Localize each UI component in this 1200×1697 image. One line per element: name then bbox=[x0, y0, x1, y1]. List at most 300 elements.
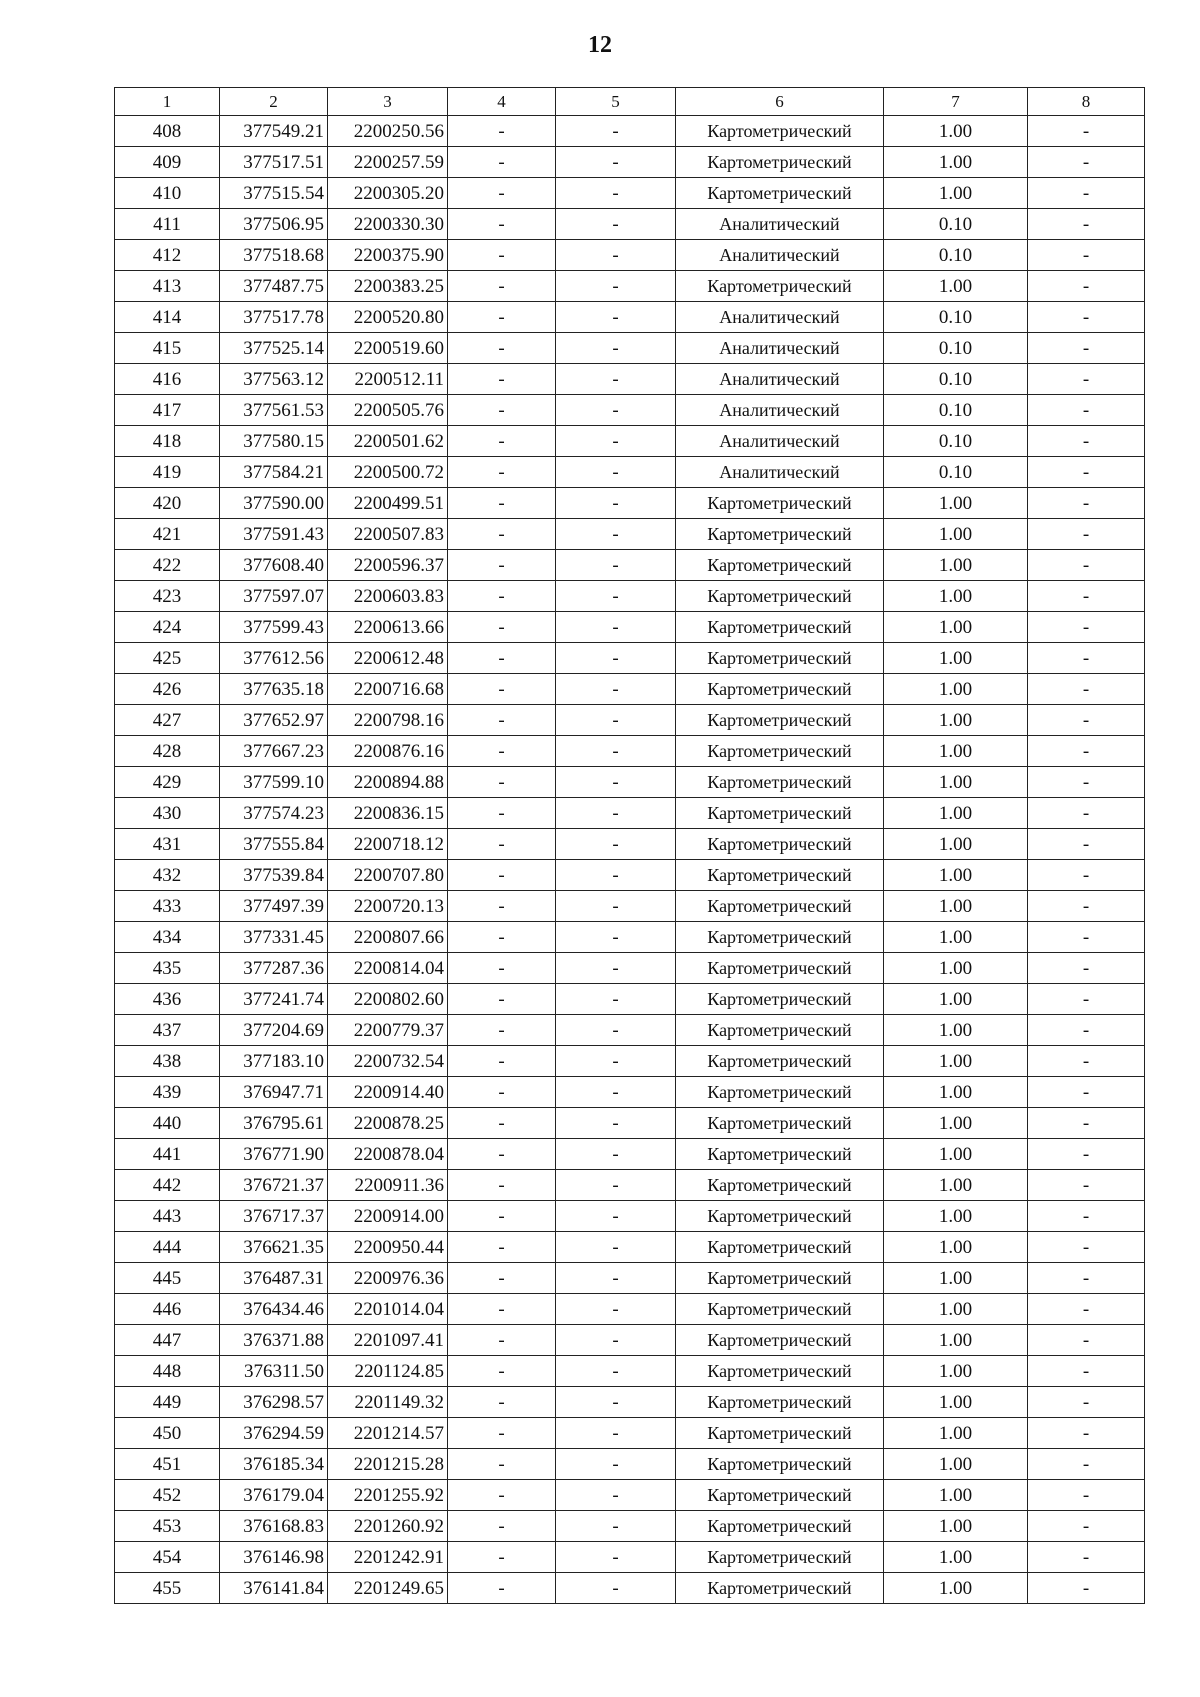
precision-cell: 1.00 bbox=[884, 1356, 1028, 1387]
col-8-cell: - bbox=[1028, 240, 1145, 271]
col-4-cell: - bbox=[448, 1232, 556, 1263]
col-4-cell: - bbox=[448, 953, 556, 984]
col-5-cell: - bbox=[556, 209, 676, 240]
table-row bbox=[115, 1418, 1145, 1449]
coord-y-cell: 2200911.36 bbox=[328, 1170, 448, 1201]
table-row bbox=[115, 116, 1145, 147]
col-5-cell: - bbox=[556, 767, 676, 798]
method-cell: Картометрический bbox=[676, 116, 884, 147]
col-8-cell: - bbox=[1028, 550, 1145, 581]
coord-x-cell: 377635.18 bbox=[220, 674, 328, 705]
table-row bbox=[115, 674, 1145, 705]
col-4-cell: - bbox=[448, 1418, 556, 1449]
col-5-cell: - bbox=[556, 798, 676, 829]
col-8-cell: - bbox=[1028, 1139, 1145, 1170]
column-header: 7 bbox=[884, 88, 1028, 116]
coord-x-cell: 376721.37 bbox=[220, 1170, 328, 1201]
method-cell: Картометрический bbox=[676, 922, 884, 953]
coord-x-cell: 377599.10 bbox=[220, 767, 328, 798]
coord-x-cell: 377584.21 bbox=[220, 457, 328, 488]
precision-cell: 1.00 bbox=[884, 1263, 1028, 1294]
coord-y-cell: 2201215.28 bbox=[328, 1449, 448, 1480]
point-number-cell: 443 bbox=[115, 1201, 220, 1232]
point-number-cell: 419 bbox=[115, 457, 220, 488]
coord-x-cell: 377487.75 bbox=[220, 271, 328, 302]
method-cell: Картометрический bbox=[676, 271, 884, 302]
col-8-cell: - bbox=[1028, 581, 1145, 612]
method-cell: Картометрический bbox=[676, 1387, 884, 1418]
point-number-cell: 450 bbox=[115, 1418, 220, 1449]
method-cell: Картометрический bbox=[676, 1325, 884, 1356]
col-8-cell: - bbox=[1028, 798, 1145, 829]
coord-y-cell: 2200499.51 bbox=[328, 488, 448, 519]
col-5-cell: - bbox=[556, 736, 676, 767]
method-cell: Картометрический bbox=[676, 178, 884, 209]
col-5-cell: - bbox=[556, 1542, 676, 1573]
coord-x-cell: 377517.78 bbox=[220, 302, 328, 333]
coord-x-cell: 377506.95 bbox=[220, 209, 328, 240]
point-number-cell: 429 bbox=[115, 767, 220, 798]
point-number-cell: 448 bbox=[115, 1356, 220, 1387]
coord-y-cell: 2200718.12 bbox=[328, 829, 448, 860]
precision-cell: 1.00 bbox=[884, 147, 1028, 178]
table-row bbox=[115, 550, 1145, 581]
coord-y-cell: 2200257.59 bbox=[328, 147, 448, 178]
coord-y-cell: 2200512.11 bbox=[328, 364, 448, 395]
point-number-cell: 454 bbox=[115, 1542, 220, 1573]
method-cell: Картометрический bbox=[676, 798, 884, 829]
table-row bbox=[115, 1356, 1145, 1387]
col-8-cell: - bbox=[1028, 1542, 1145, 1573]
col-8-cell: - bbox=[1028, 1232, 1145, 1263]
col-5-cell: - bbox=[556, 333, 676, 364]
table-row bbox=[115, 1232, 1145, 1263]
coord-x-cell: 377539.84 bbox=[220, 860, 328, 891]
method-cell: Картометрический bbox=[676, 1449, 884, 1480]
coord-y-cell: 2200507.83 bbox=[328, 519, 448, 550]
coord-y-cell: 2201242.91 bbox=[328, 1542, 448, 1573]
precision-cell: 0.10 bbox=[884, 302, 1028, 333]
point-number-cell: 422 bbox=[115, 550, 220, 581]
point-number-cell: 433 bbox=[115, 891, 220, 922]
col-8-cell: - bbox=[1028, 1356, 1145, 1387]
column-header: 6 bbox=[676, 88, 884, 116]
precision-cell: 1.00 bbox=[884, 953, 1028, 984]
table-row bbox=[115, 395, 1145, 426]
coord-y-cell: 2201260.92 bbox=[328, 1511, 448, 1542]
method-cell: Аналитический bbox=[676, 395, 884, 426]
col-4-cell: - bbox=[448, 1015, 556, 1046]
col-5-cell: - bbox=[556, 1325, 676, 1356]
col-4-cell: - bbox=[448, 705, 556, 736]
table-row bbox=[115, 705, 1145, 736]
precision-cell: 1.00 bbox=[884, 1480, 1028, 1511]
col-4-cell: - bbox=[448, 1263, 556, 1294]
col-5-cell: - bbox=[556, 178, 676, 209]
col-5-cell: - bbox=[556, 1294, 676, 1325]
precision-cell: 0.10 bbox=[884, 457, 1028, 488]
coord-x-cell: 377612.56 bbox=[220, 643, 328, 674]
precision-cell: 1.00 bbox=[884, 922, 1028, 953]
col-4-cell: - bbox=[448, 116, 556, 147]
table-row bbox=[115, 519, 1145, 550]
precision-cell: 1.00 bbox=[884, 984, 1028, 1015]
col-8-cell: - bbox=[1028, 1294, 1145, 1325]
col-4-cell: - bbox=[448, 1542, 556, 1573]
precision-cell: 0.10 bbox=[884, 209, 1028, 240]
col-4-cell: - bbox=[448, 1480, 556, 1511]
point-number-cell: 452 bbox=[115, 1480, 220, 1511]
precision-cell: 1.00 bbox=[884, 1449, 1028, 1480]
method-cell: Картометрический bbox=[676, 488, 884, 519]
col-8-cell: - bbox=[1028, 178, 1145, 209]
coord-y-cell: 2200779.37 bbox=[328, 1015, 448, 1046]
precision-cell: 1.00 bbox=[884, 1077, 1028, 1108]
method-cell: Картометрический bbox=[676, 147, 884, 178]
page-number: 12 bbox=[588, 32, 612, 58]
coord-y-cell: 2200500.72 bbox=[328, 457, 448, 488]
coord-x-cell: 376298.57 bbox=[220, 1387, 328, 1418]
col-4-cell: - bbox=[448, 519, 556, 550]
col-4-cell: - bbox=[448, 1170, 556, 1201]
table-row bbox=[115, 1573, 1145, 1604]
column-header: 3 bbox=[328, 88, 448, 116]
table-row bbox=[115, 767, 1145, 798]
coord-y-cell: 2200720.13 bbox=[328, 891, 448, 922]
table-row bbox=[115, 147, 1145, 178]
col-4-cell: - bbox=[448, 984, 556, 1015]
table-row bbox=[115, 1170, 1145, 1201]
col-8-cell: - bbox=[1028, 1418, 1145, 1449]
col-8-cell: - bbox=[1028, 1170, 1145, 1201]
col-5-cell: - bbox=[556, 984, 676, 1015]
coord-x-cell: 376141.84 bbox=[220, 1573, 328, 1604]
method-cell: Картометрический bbox=[676, 1201, 884, 1232]
col-8-cell: - bbox=[1028, 922, 1145, 953]
col-4-cell: - bbox=[448, 240, 556, 271]
method-cell: Картометрический bbox=[676, 736, 884, 767]
col-8-cell: - bbox=[1028, 147, 1145, 178]
coord-y-cell: 2200798.16 bbox=[328, 705, 448, 736]
col-5-cell: - bbox=[556, 240, 676, 271]
col-4-cell: - bbox=[448, 333, 556, 364]
column-header: 2 bbox=[220, 88, 328, 116]
coord-x-cell: 377549.21 bbox=[220, 116, 328, 147]
point-number-cell: 409 bbox=[115, 147, 220, 178]
precision-cell: 1.00 bbox=[884, 767, 1028, 798]
col-5-cell: - bbox=[556, 1480, 676, 1511]
table-row bbox=[115, 798, 1145, 829]
col-8-cell: - bbox=[1028, 426, 1145, 457]
col-5-cell: - bbox=[556, 829, 676, 860]
table-row bbox=[115, 1480, 1145, 1511]
table-row bbox=[115, 209, 1145, 240]
coord-y-cell: 2201097.41 bbox=[328, 1325, 448, 1356]
col-5-cell: - bbox=[556, 643, 676, 674]
col-8-cell: - bbox=[1028, 457, 1145, 488]
point-number-cell: 455 bbox=[115, 1573, 220, 1604]
method-cell: Аналитический bbox=[676, 426, 884, 457]
point-number-cell: 446 bbox=[115, 1294, 220, 1325]
coord-x-cell: 376795.61 bbox=[220, 1108, 328, 1139]
precision-cell: 1.00 bbox=[884, 271, 1028, 302]
column-header: 5 bbox=[556, 88, 676, 116]
table-row bbox=[115, 333, 1145, 364]
coord-y-cell: 2200520.80 bbox=[328, 302, 448, 333]
col-8-cell: - bbox=[1028, 116, 1145, 147]
coord-x-cell: 376168.83 bbox=[220, 1511, 328, 1542]
method-cell: Картометрический bbox=[676, 519, 884, 550]
col-8-cell: - bbox=[1028, 1263, 1145, 1294]
coord-x-cell: 377287.36 bbox=[220, 953, 328, 984]
precision-cell: 1.00 bbox=[884, 1294, 1028, 1325]
precision-cell: 1.00 bbox=[884, 612, 1028, 643]
coord-x-cell: 377591.43 bbox=[220, 519, 328, 550]
point-number-cell: 420 bbox=[115, 488, 220, 519]
col-8-cell: - bbox=[1028, 736, 1145, 767]
col-4-cell: - bbox=[448, 612, 556, 643]
method-cell: Картометрический bbox=[676, 1294, 884, 1325]
col-4-cell: - bbox=[448, 1201, 556, 1232]
col-4-cell: - bbox=[448, 488, 556, 519]
col-8-cell: - bbox=[1028, 209, 1145, 240]
coord-y-cell: 2200330.30 bbox=[328, 209, 448, 240]
coord-x-cell: 376146.98 bbox=[220, 1542, 328, 1573]
coord-y-cell: 2200732.54 bbox=[328, 1046, 448, 1077]
coord-x-cell: 376621.35 bbox=[220, 1232, 328, 1263]
point-number-cell: 434 bbox=[115, 922, 220, 953]
col-5-cell: - bbox=[556, 147, 676, 178]
col-4-cell: - bbox=[448, 643, 556, 674]
col-8-cell: - bbox=[1028, 1046, 1145, 1077]
col-5-cell: - bbox=[556, 1449, 676, 1480]
precision-cell: 1.00 bbox=[884, 643, 1028, 674]
col-5-cell: - bbox=[556, 1418, 676, 1449]
col-4-cell: - bbox=[448, 798, 556, 829]
col-5-cell: - bbox=[556, 271, 676, 302]
method-cell: Картометрический bbox=[676, 1015, 884, 1046]
precision-cell: 1.00 bbox=[884, 1418, 1028, 1449]
table-row bbox=[115, 457, 1145, 488]
precision-cell: 1.00 bbox=[884, 798, 1028, 829]
col-8-cell: - bbox=[1028, 891, 1145, 922]
method-cell: Картометрический bbox=[676, 643, 884, 674]
method-cell: Картометрический bbox=[676, 550, 884, 581]
coord-x-cell: 377204.69 bbox=[220, 1015, 328, 1046]
precision-cell: 1.00 bbox=[884, 1387, 1028, 1418]
precision-cell: 1.00 bbox=[884, 1015, 1028, 1046]
coord-x-cell: 377608.40 bbox=[220, 550, 328, 581]
precision-cell: 1.00 bbox=[884, 1232, 1028, 1263]
method-cell: Картометрический bbox=[676, 612, 884, 643]
col-4-cell: - bbox=[448, 860, 556, 891]
table-row bbox=[115, 860, 1145, 891]
point-number-cell: 436 bbox=[115, 984, 220, 1015]
method-cell: Картометрический bbox=[676, 984, 884, 1015]
precision-cell: 0.10 bbox=[884, 364, 1028, 395]
col-8-cell: - bbox=[1028, 674, 1145, 705]
table-row bbox=[115, 984, 1145, 1015]
col-4-cell: - bbox=[448, 364, 556, 395]
col-8-cell: - bbox=[1028, 488, 1145, 519]
col-5-cell: - bbox=[556, 1108, 676, 1139]
coord-x-cell: 376179.04 bbox=[220, 1480, 328, 1511]
precision-cell: 1.00 bbox=[884, 1511, 1028, 1542]
table-row bbox=[115, 1201, 1145, 1232]
coord-y-cell: 2200375.90 bbox=[328, 240, 448, 271]
coord-y-cell: 2200505.76 bbox=[328, 395, 448, 426]
precision-cell: 1.00 bbox=[884, 550, 1028, 581]
col-8-cell: - bbox=[1028, 767, 1145, 798]
point-number-cell: 453 bbox=[115, 1511, 220, 1542]
col-4-cell: - bbox=[448, 1325, 556, 1356]
method-cell: Аналитический bbox=[676, 240, 884, 271]
coord-y-cell: 2200716.68 bbox=[328, 674, 448, 705]
precision-cell: 1.00 bbox=[884, 860, 1028, 891]
point-number-cell: 438 bbox=[115, 1046, 220, 1077]
col-8-cell: - bbox=[1028, 271, 1145, 302]
table-row bbox=[115, 1294, 1145, 1325]
point-number-cell: 427 bbox=[115, 705, 220, 736]
col-4-cell: - bbox=[448, 426, 556, 457]
col-8-cell: - bbox=[1028, 612, 1145, 643]
table-row bbox=[115, 1108, 1145, 1139]
col-5-cell: - bbox=[556, 1201, 676, 1232]
method-cell: Картометрический bbox=[676, 953, 884, 984]
point-number-cell: 410 bbox=[115, 178, 220, 209]
point-number-cell: 411 bbox=[115, 209, 220, 240]
col-5-cell: - bbox=[556, 891, 676, 922]
coord-y-cell: 2200612.48 bbox=[328, 643, 448, 674]
col-5-cell: - bbox=[556, 1573, 676, 1604]
table-row bbox=[115, 829, 1145, 860]
method-cell: Картометрический bbox=[676, 674, 884, 705]
coord-x-cell: 377599.43 bbox=[220, 612, 328, 643]
col-5-cell: - bbox=[556, 581, 676, 612]
col-5-cell: - bbox=[556, 364, 676, 395]
table-row bbox=[115, 1542, 1145, 1573]
method-cell: Картометрический bbox=[676, 1108, 884, 1139]
col-8-cell: - bbox=[1028, 984, 1145, 1015]
table-row bbox=[115, 271, 1145, 302]
method-cell: Картометрический bbox=[676, 1139, 884, 1170]
col-8-cell: - bbox=[1028, 1449, 1145, 1480]
col-5-cell: - bbox=[556, 426, 676, 457]
col-4-cell: - bbox=[448, 1387, 556, 1418]
col-8-cell: - bbox=[1028, 1325, 1145, 1356]
point-number-cell: 424 bbox=[115, 612, 220, 643]
coord-x-cell: 376294.59 bbox=[220, 1418, 328, 1449]
coord-x-cell: 377497.39 bbox=[220, 891, 328, 922]
precision-cell: 1.00 bbox=[884, 829, 1028, 860]
method-cell: Аналитический bbox=[676, 333, 884, 364]
col-4-cell: - bbox=[448, 674, 556, 705]
point-number-cell: 431 bbox=[115, 829, 220, 860]
method-cell: Картометрический bbox=[676, 767, 884, 798]
col-4-cell: - bbox=[448, 736, 556, 767]
table-row bbox=[115, 1015, 1145, 1046]
table-row bbox=[115, 643, 1145, 674]
table-row bbox=[115, 1387, 1145, 1418]
col-4-cell: - bbox=[448, 178, 556, 209]
col-8-cell: - bbox=[1028, 829, 1145, 860]
table-row bbox=[115, 1263, 1145, 1294]
method-cell: Картометрический bbox=[676, 860, 884, 891]
method-cell: Картометрический bbox=[676, 1511, 884, 1542]
coord-y-cell: 2201149.32 bbox=[328, 1387, 448, 1418]
method-cell: Картометрический bbox=[676, 581, 884, 612]
precision-cell: 1.00 bbox=[884, 705, 1028, 736]
coord-y-cell: 2200836.15 bbox=[328, 798, 448, 829]
col-5-cell: - bbox=[556, 457, 676, 488]
precision-cell: 0.10 bbox=[884, 395, 1028, 426]
point-number-cell: 445 bbox=[115, 1263, 220, 1294]
col-4-cell: - bbox=[448, 922, 556, 953]
table-row bbox=[115, 1077, 1145, 1108]
point-number-cell: 414 bbox=[115, 302, 220, 333]
coord-y-cell: 2200878.25 bbox=[328, 1108, 448, 1139]
col-5-cell: - bbox=[556, 395, 676, 426]
col-4-cell: - bbox=[448, 1077, 556, 1108]
coord-x-cell: 377563.12 bbox=[220, 364, 328, 395]
col-5-cell: - bbox=[556, 953, 676, 984]
table-row bbox=[115, 891, 1145, 922]
precision-cell: 1.00 bbox=[884, 1542, 1028, 1573]
coord-y-cell: 2200876.16 bbox=[328, 736, 448, 767]
col-5-cell: - bbox=[556, 1015, 676, 1046]
coord-x-cell: 376487.31 bbox=[220, 1263, 328, 1294]
precision-cell: 1.00 bbox=[884, 488, 1028, 519]
coord-y-cell: 2200914.00 bbox=[328, 1201, 448, 1232]
precision-cell: 1.00 bbox=[884, 1108, 1028, 1139]
method-cell: Картометрический bbox=[676, 1232, 884, 1263]
col-8-cell: - bbox=[1028, 643, 1145, 674]
col-5-cell: - bbox=[556, 116, 676, 147]
point-number-cell: 437 bbox=[115, 1015, 220, 1046]
table-row bbox=[115, 1511, 1145, 1542]
method-cell: Картометрический bbox=[676, 1263, 884, 1294]
col-8-cell: - bbox=[1028, 1201, 1145, 1232]
table-row bbox=[115, 240, 1145, 271]
col-5-cell: - bbox=[556, 922, 676, 953]
point-number-cell: 447 bbox=[115, 1325, 220, 1356]
col-4-cell: - bbox=[448, 1511, 556, 1542]
method-cell: Картометрический bbox=[676, 1077, 884, 1108]
method-cell: Картометрический bbox=[676, 1542, 884, 1573]
col-5-cell: - bbox=[556, 302, 676, 333]
coord-y-cell: 2200501.62 bbox=[328, 426, 448, 457]
method-cell: Картометрический bbox=[676, 1418, 884, 1449]
coord-x-cell: 377517.51 bbox=[220, 147, 328, 178]
col-4-cell: - bbox=[448, 1108, 556, 1139]
coord-x-cell: 376185.34 bbox=[220, 1449, 328, 1480]
table-row bbox=[115, 612, 1145, 643]
coord-y-cell: 2200807.66 bbox=[328, 922, 448, 953]
table-row bbox=[115, 488, 1145, 519]
precision-cell: 0.10 bbox=[884, 426, 1028, 457]
coord-y-cell: 2201124.85 bbox=[328, 1356, 448, 1387]
point-number-cell: 423 bbox=[115, 581, 220, 612]
precision-cell: 1.00 bbox=[884, 891, 1028, 922]
coord-y-cell: 2200976.36 bbox=[328, 1263, 448, 1294]
col-4-cell: - bbox=[448, 271, 556, 302]
precision-cell: 1.00 bbox=[884, 1573, 1028, 1604]
coord-y-cell: 2200596.37 bbox=[328, 550, 448, 581]
precision-cell: 1.00 bbox=[884, 1139, 1028, 1170]
col-5-cell: - bbox=[556, 1077, 676, 1108]
precision-cell: 0.10 bbox=[884, 240, 1028, 271]
point-number-cell: 426 bbox=[115, 674, 220, 705]
